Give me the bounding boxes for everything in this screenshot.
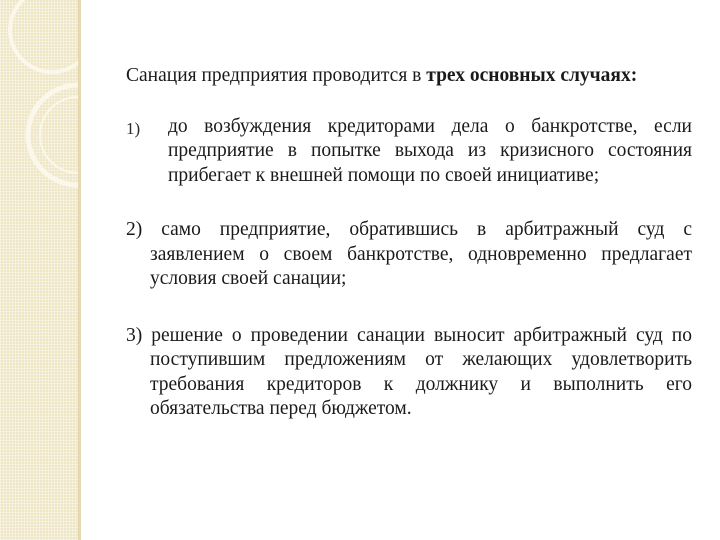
decorative-ring <box>28 85 78 185</box>
decorative-rings <box>0 0 78 540</box>
decorative-ring <box>40 97 78 173</box>
side-band-edge <box>78 0 81 540</box>
list-number: 1) <box>126 118 141 138</box>
slide-body <box>126 64 692 422</box>
list-item-text: до возбуждения кредиторами дела о банкротстве, если предприятие в попытке выхода из кризисного состояния прибегает к внешней помощи по своей инициативе; <box>168 115 692 186</box>
list-item-1 <box>126 115 692 189</box>
decorative-ring <box>10 0 78 72</box>
list-item-3: 3) решение о проведении санации выносит арбитражный суд по поступившим предложениям от желающих удовлетворить требования кредиторов к должнику и выполнить его обязательства перед бюджетом. <box>126 324 692 419</box>
intro-bold-text: трех основных случаях: <box>426 65 638 86</box>
list-item-2: 2) само предприятие, обратившись в арбитражный суд с заявлением о своем банкротстве, одновременно предлагает условия своей санации; <box>126 219 692 289</box>
decorative-side-band <box>0 0 78 540</box>
intro-paragraph <box>126 64 692 89</box>
intro-text: Санация предприятия проводится в <box>126 65 427 86</box>
